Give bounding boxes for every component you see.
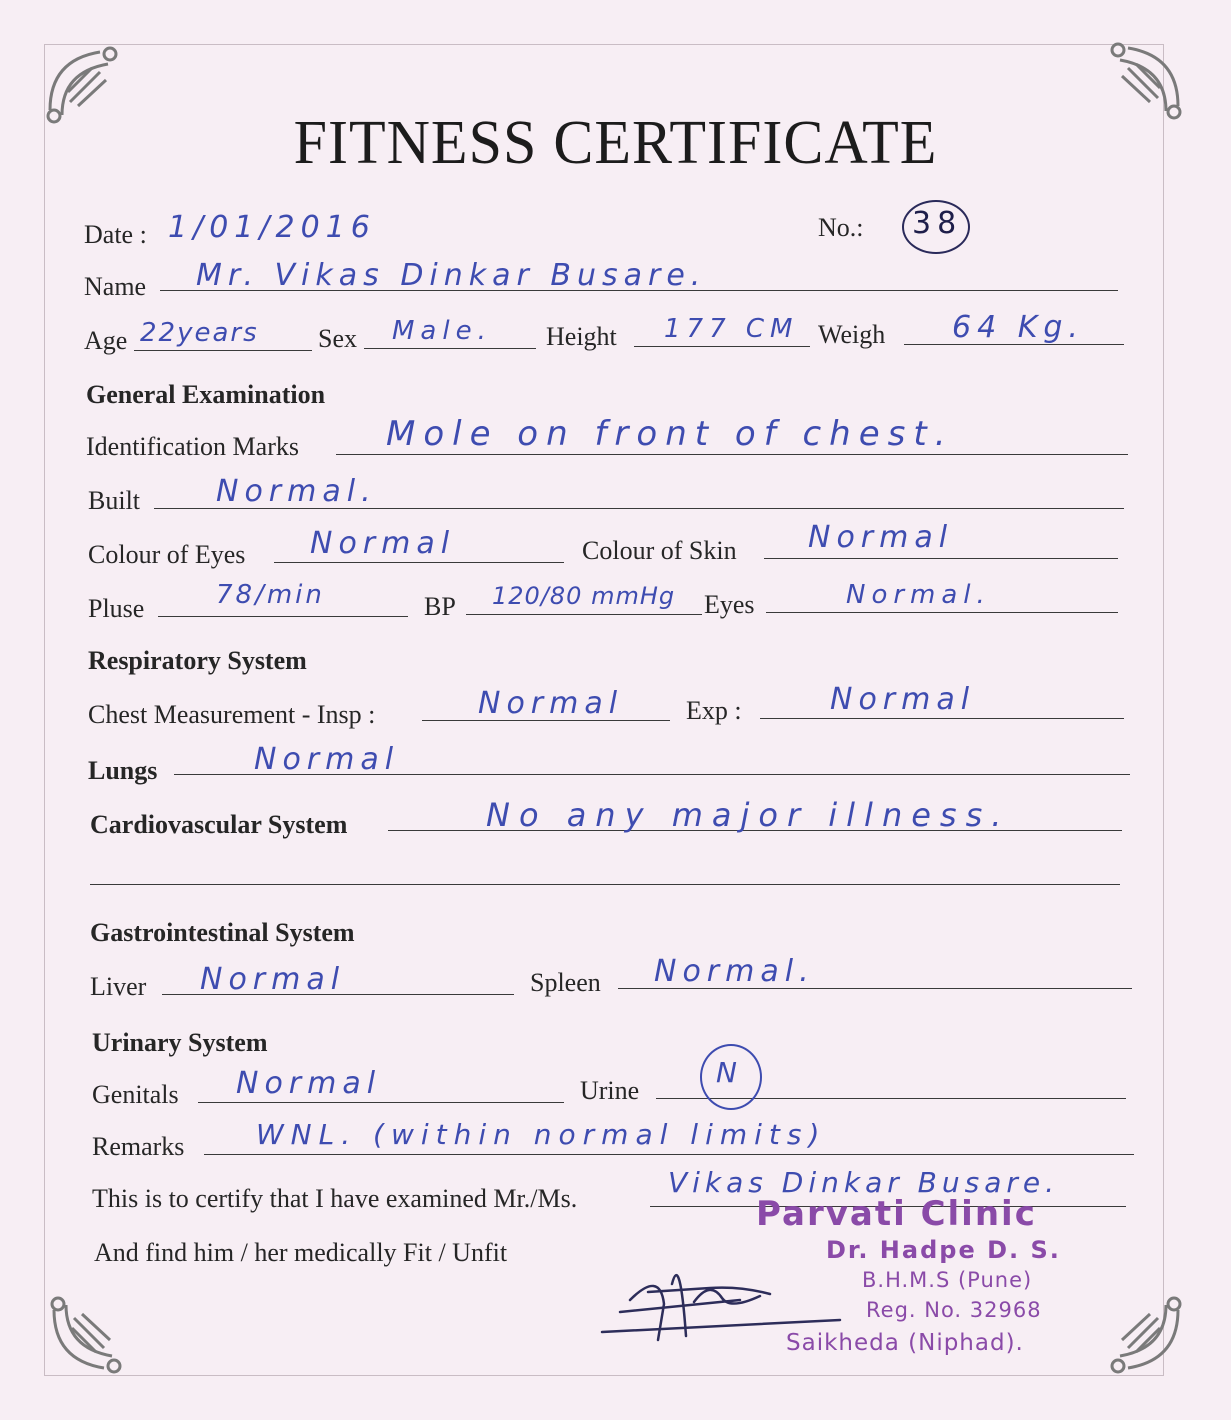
genitals-line xyxy=(198,1102,564,1103)
stamp-reg: Reg. No. 32968 xyxy=(866,1298,1042,1322)
height-line xyxy=(634,346,810,347)
stamp-clinic: Parvati Clinic xyxy=(756,1194,1037,1234)
colour-skin-line xyxy=(764,558,1118,559)
colour-skin-label: Colour of Skin xyxy=(582,536,737,565)
lungs-value: Normal xyxy=(254,742,400,777)
spleen-label: Spleen xyxy=(530,968,601,997)
exp-line xyxy=(760,718,1124,719)
certificate-title: FITNESS CERTIFICATE xyxy=(293,107,938,177)
bp-line xyxy=(466,614,702,615)
identification-label: Identification Marks xyxy=(86,432,299,461)
spleen-value: Normal. xyxy=(654,954,815,989)
sex-line xyxy=(364,348,536,349)
sex-value: Male. xyxy=(392,316,492,346)
weigh-value: 64 Kg. xyxy=(952,310,1084,345)
find-text: And find him / her medically Fit / Unfit xyxy=(94,1238,508,1267)
gastro-heading: Gastrointestinal System xyxy=(90,918,355,947)
built-value: Normal. xyxy=(216,474,377,509)
remarks-label: Remarks xyxy=(92,1132,185,1161)
chest-label: Chest Measurement - Insp : xyxy=(88,700,376,729)
doctor-signature xyxy=(590,1240,890,1360)
eyes-value: Normal. xyxy=(846,580,991,610)
colour-eyes-value: Normal xyxy=(310,526,456,561)
weigh-label: Weigh xyxy=(818,320,886,349)
general-exam-heading: General Examination xyxy=(86,380,326,409)
stamp-doctor: Dr. Hadpe D. S. xyxy=(826,1236,1061,1264)
bp-label: BP xyxy=(424,592,456,621)
age-label: Age xyxy=(84,326,128,355)
cardio-label: Cardiovascular System xyxy=(90,810,348,839)
respiratory-heading: Respiratory System xyxy=(88,646,307,675)
ornament-bottom-right-icon xyxy=(1098,1290,1188,1380)
insp-value: Normal xyxy=(478,686,624,721)
age-line xyxy=(134,350,312,351)
remarks-line xyxy=(204,1154,1134,1155)
sex-label: Sex xyxy=(318,324,357,353)
eyes-line xyxy=(766,612,1118,613)
no-label: No.: xyxy=(818,213,864,242)
age-value: 22years xyxy=(140,318,259,348)
liver-value: Normal xyxy=(200,962,346,997)
exp-value: Normal xyxy=(830,682,976,717)
cardio-value: No any major illness. xyxy=(486,796,1011,834)
urine-value: N xyxy=(716,1056,743,1089)
colour-eyes-line xyxy=(274,562,564,563)
date-label: Date : xyxy=(84,220,147,249)
pluse-line xyxy=(158,616,408,617)
colour-eyes-label: Colour of Eyes xyxy=(88,540,246,569)
height-label: Height xyxy=(546,322,617,351)
certify-text: This is to certify that I have examined Mr./Ms. xyxy=(92,1184,578,1213)
genitals-value: Normal xyxy=(236,1066,382,1101)
built-label: Built xyxy=(88,486,141,515)
lungs-label: Lungs xyxy=(88,756,158,785)
eyes-label: Eyes xyxy=(704,590,755,619)
liver-label: Liver xyxy=(90,972,147,1001)
name-value: Mr. Vikas Dinkar Busare. xyxy=(196,258,707,293)
pluse-label: Pluse xyxy=(88,594,145,623)
stamp-degree: B.H.M.S (Pune) xyxy=(862,1268,1033,1292)
urine-label: Urine xyxy=(580,1076,640,1105)
stamp-place: Saikheda (Niphad). xyxy=(786,1330,1024,1356)
date-value: 1/01/2016 xyxy=(168,210,376,245)
cardio-line-2 xyxy=(90,884,1120,885)
genitals-label: Genitals xyxy=(92,1080,179,1109)
identification-line xyxy=(336,454,1128,455)
height-value: 177 CM xyxy=(664,314,799,344)
remarks-value: WNL. (within normal limits) xyxy=(256,1118,827,1151)
ornament-bottom-left-icon xyxy=(44,1290,134,1380)
colour-skin-value: Normal xyxy=(808,520,954,555)
bp-value: 120/80 mmHg xyxy=(492,582,676,610)
identification-value: Mole on front of chest. xyxy=(386,414,954,454)
name-label: Name xyxy=(84,272,147,301)
pluse-value: 78/min xyxy=(216,580,325,610)
urinary-heading: Urinary System xyxy=(92,1028,268,1057)
certify-name-value: Vikas Dinkar Busare. xyxy=(668,1166,1060,1199)
exp-label: Exp : xyxy=(686,696,742,725)
no-value: 38 xyxy=(912,206,963,241)
